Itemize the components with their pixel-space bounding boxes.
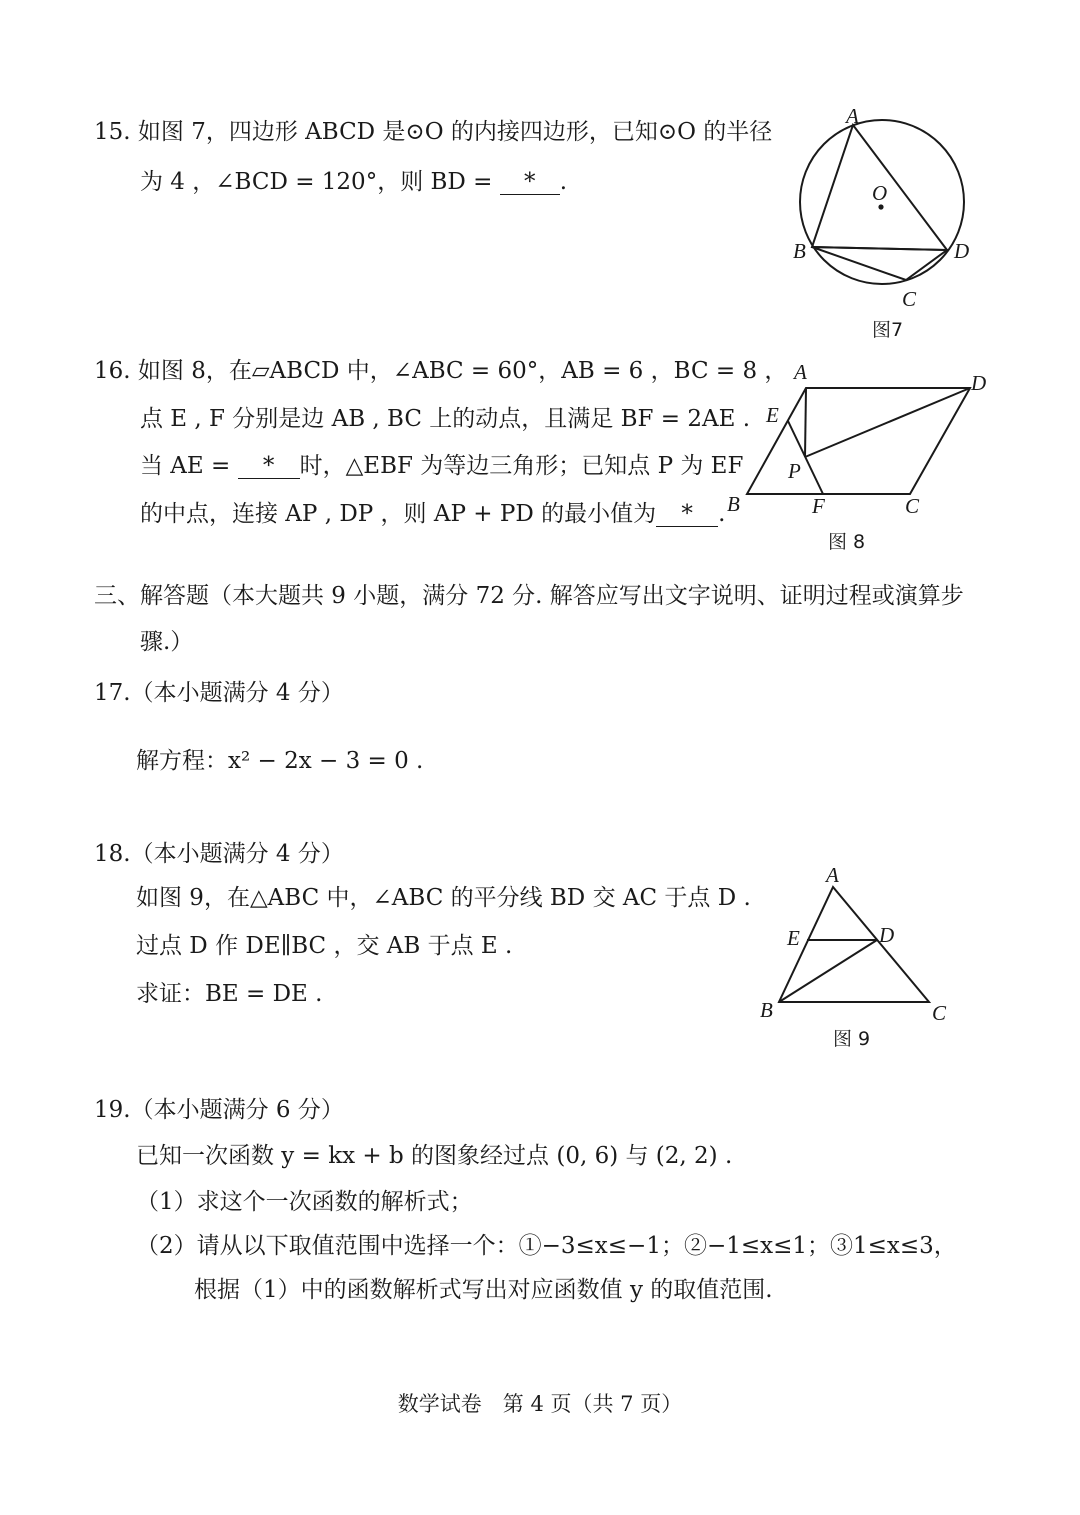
label-o: O [872, 181, 888, 205]
q19-heading: 19.（本小题满分 6 分） [94, 1097, 344, 1123]
label-b: B [793, 239, 806, 263]
label-d: D [954, 239, 970, 263]
label-b: B [760, 998, 773, 1022]
figure-9-caption: 图 9 [833, 1028, 871, 1050]
section-3-heading-cont: 骤.） [140, 629, 194, 655]
figure-9 [755, 862, 955, 1057]
label-a: A [826, 863, 839, 887]
q19-part-1: （1）求这个一次函数的解析式； [136, 1189, 473, 1215]
label-a: A [846, 104, 859, 128]
q18-prove: 求证：BE = DE . [136, 981, 323, 1007]
segment-ap [805, 388, 806, 457]
q16-answer-blank-2[interactable]: * [656, 502, 718, 527]
q16-line-1: 16. 如图 8，在▱ABCD 中，∠ABC = 60°，AB = 6 ，BC = 8 ， [94, 358, 788, 384]
label-d: D [879, 923, 895, 947]
center-point-o [878, 204, 883, 209]
figure-8-caption: 图 8 [828, 531, 866, 553]
figure-8 [725, 362, 990, 557]
label-d: D [971, 371, 987, 395]
q18-line-2: 过点 D 作 DE∥BC ，交 AB 于点 E . [136, 933, 513, 959]
figure-7 [790, 100, 980, 350]
q17-heading: 17.（本小题满分 4 分） [94, 680, 344, 706]
q19-line-1: 已知一次函数 y = kx + b 的图象经过点 (0, 6) 与 (2, 2) . [136, 1143, 733, 1169]
label-e: E [766, 403, 779, 427]
q19-part-2: （2）请从以下取值范围中选择一个：①−3≤x≤−1；②−1≤x≤1；③1≤x≤3， [136, 1233, 957, 1259]
q15-line-2-end: . [559, 169, 568, 195]
figure-7-caption: 图7 [872, 319, 904, 341]
page-footer: 数学试卷 第 4 页（共 7 页） [397, 1392, 683, 1416]
q16-line-3-rest: 时，△EBF 为等边三角形；已知点 P 为 EF [299, 453, 744, 479]
q18-heading: 18.（本小题满分 4 分） [94, 841, 344, 867]
segment-pd [805, 388, 970, 457]
q15-line-2 [140, 166, 567, 198]
label-b: B [727, 492, 740, 516]
q19-part-2-cont: 根据（1）中的函数解析式写出对应函数值 y 的取值范围. [194, 1277, 773, 1303]
q15-line-2-text: 为 4 ，∠BCD = 120°，则 BD = [140, 169, 500, 195]
q16-line-4-text: 的中点，连接 AP , DP ，则 AP + PD 的最小值为 [140, 501, 657, 527]
label-p: P [788, 459, 801, 483]
q16-line-2: 点 E , F 分别是边 AB , BC 上的动点，且满足 BF = 2AE . [140, 406, 751, 432]
label-c: C [902, 287, 917, 311]
q16-answer-blank-1[interactable]: * [238, 454, 300, 479]
q16-line-4 [140, 498, 725, 530]
label-e: E [787, 926, 800, 950]
label-c: C [932, 1001, 947, 1025]
q17-equation: 解方程：x² − 2x − 3 = 0 . [136, 748, 424, 774]
q15-line-1: 15. 如图 7，四边形 ABCD 是⊙O 的内接四边形，已知⊙O 的半径 [94, 119, 773, 145]
parallelogram-abcd [747, 388, 970, 494]
q15-answer-blank[interactable]: * [500, 170, 560, 195]
q16-line-3-text: 当 AE = [140, 453, 238, 479]
triangle-abc [779, 887, 929, 1002]
section-3-heading: 三、解答题（本大题共 9 小题，满分 72 分. 解答应写出文字说明、证明过程或演算步 [94, 583, 964, 609]
q16-line-3 [140, 450, 743, 482]
label-c: C [905, 494, 920, 518]
label-a: A [794, 360, 807, 384]
triangle-bcd [812, 247, 947, 280]
label-f: F [812, 494, 825, 518]
q16-line-4-end: . [718, 501, 726, 527]
q18-line-1: 如图 9，在△ABC 中，∠ABC 的平分线 BD 交 AC 于点 D . [136, 885, 751, 911]
